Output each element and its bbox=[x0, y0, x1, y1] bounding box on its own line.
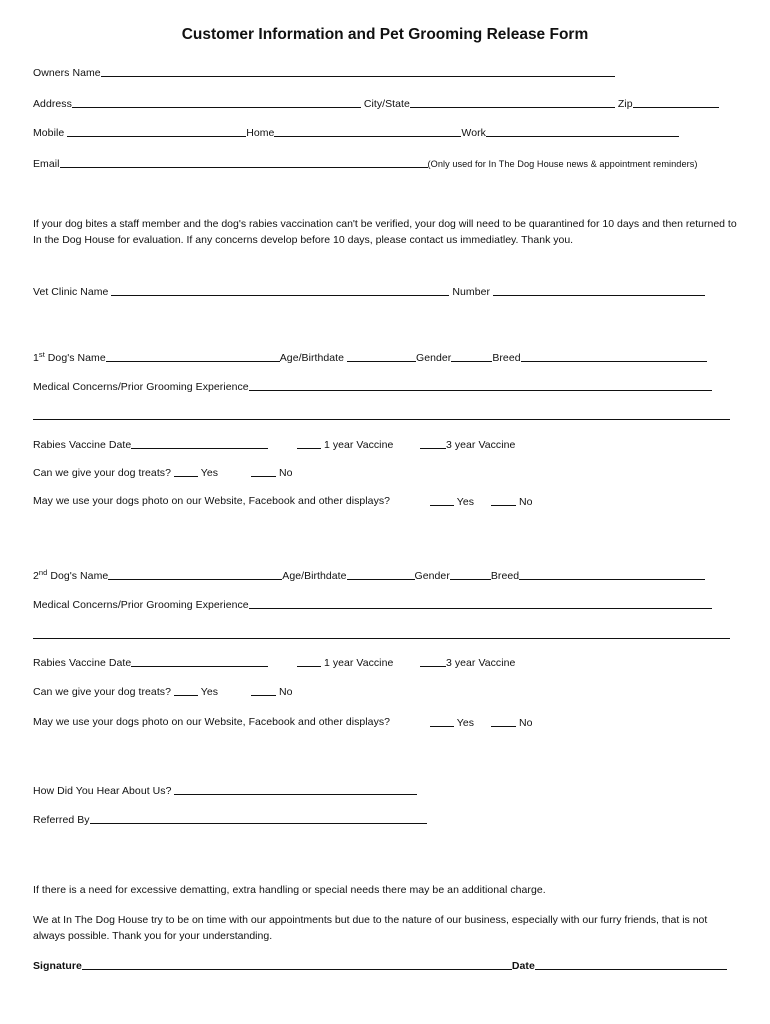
dog2-age-field[interactable] bbox=[347, 569, 415, 580]
dog2-treats-no-option bbox=[251, 685, 293, 698]
address-label: Address bbox=[33, 98, 72, 110]
dog1-photo-yes-option bbox=[430, 495, 474, 508]
dog2-treats-row bbox=[33, 685, 218, 698]
dog1-medical-field-line2[interactable] bbox=[33, 419, 730, 420]
dog1-photo-no-label: No bbox=[518, 496, 533, 508]
dog1-rabies-row bbox=[33, 438, 268, 451]
dog1-3yr-option bbox=[420, 438, 515, 451]
dog2-rabies-row bbox=[33, 656, 268, 669]
vet-number-label: Number bbox=[452, 286, 491, 298]
dog2-treats-no-label: No bbox=[278, 686, 293, 698]
dog2-breed-label: Breed bbox=[490, 570, 520, 582]
dog2-photo-yes-option bbox=[430, 716, 474, 729]
email-label: Email bbox=[33, 158, 60, 170]
dog2-3yr-check[interactable] bbox=[420, 656, 446, 667]
email-row bbox=[33, 157, 697, 170]
dog2-photo-no-label: No bbox=[518, 717, 533, 729]
dog2-treats-no-check[interactable] bbox=[251, 685, 276, 696]
dog2-photo-yes-check[interactable] bbox=[430, 716, 454, 727]
signature-field[interactable] bbox=[82, 959, 512, 970]
dog2-name-row bbox=[33, 569, 705, 582]
dog1-ordinal-suffix: st bbox=[38, 350, 45, 359]
dog1-ordinal-number: 1 bbox=[33, 352, 39, 364]
phone-row bbox=[33, 126, 679, 139]
dog1-3yr-check[interactable] bbox=[420, 438, 446, 449]
dog2-breed-field[interactable] bbox=[519, 569, 705, 580]
owners-name-row bbox=[33, 66, 615, 79]
dog1-treats-question: Can we give your dog treats? bbox=[33, 467, 171, 479]
referred-by-row bbox=[33, 813, 427, 826]
address-field[interactable] bbox=[72, 97, 361, 108]
dog2-photo-no-option bbox=[491, 716, 533, 729]
dog2-age-label: Age/Birthdate bbox=[282, 570, 347, 582]
dog1-breed-field[interactable] bbox=[521, 351, 707, 362]
dog2-3yr-option bbox=[420, 656, 515, 669]
city-state-field[interactable] bbox=[410, 97, 615, 108]
hear-about-field[interactable] bbox=[174, 784, 417, 795]
dog1-treats-yes-check[interactable] bbox=[174, 466, 198, 477]
dog1-photo-question: May we use your dogs photo on our Website, Facebook and other displays? bbox=[33, 495, 391, 507]
vet-clinic-field[interactable] bbox=[111, 285, 449, 296]
dog2-name-field[interactable] bbox=[108, 569, 282, 580]
referred-by-field[interactable] bbox=[90, 813, 427, 824]
vet-clinic-label: Vet Clinic Name bbox=[33, 286, 109, 298]
dog1-treats-no-label: No bbox=[278, 467, 293, 479]
hear-about-row bbox=[33, 784, 417, 797]
dog1-medical-row bbox=[33, 380, 712, 393]
dog2-ordinal-number: 2 bbox=[33, 570, 39, 582]
dog2-3yr-label: 3 year Vaccine bbox=[446, 657, 516, 669]
email-note: (Only used for In The Dog House news & appointment reminders) bbox=[427, 159, 698, 169]
dog2-1yr-label: 1 year Vaccine bbox=[323, 657, 394, 669]
dog2-photo-no-check[interactable] bbox=[491, 716, 516, 727]
dog1-photo-yes-label: Yes bbox=[456, 496, 475, 508]
dog2-rabies-field[interactable] bbox=[131, 656, 268, 667]
dog1-gender-label: Gender bbox=[416, 352, 452, 364]
dog2-ordinal-suffix: nd bbox=[38, 568, 48, 577]
dog2-photo-question: May we use your dogs photo on our Website, Facebook and other displays? bbox=[33, 716, 391, 728]
dog1-3yr-label: 3 year Vaccine bbox=[446, 439, 516, 451]
dog2-treats-yes-check[interactable] bbox=[174, 685, 198, 696]
mobile-field[interactable] bbox=[67, 126, 246, 137]
work-label: Work bbox=[461, 127, 486, 139]
dog1-treats-no-check[interactable] bbox=[251, 466, 276, 477]
referred-by-label: Referred By bbox=[33, 814, 90, 826]
dog2-treats-yes-label: Yes bbox=[200, 686, 219, 698]
mobile-label: Mobile bbox=[33, 127, 65, 139]
dog1-photo-row bbox=[33, 495, 390, 507]
dog2-medical-field-line2[interactable] bbox=[33, 638, 730, 639]
date-label: Date bbox=[511, 960, 535, 972]
city-state-label: City/State bbox=[363, 98, 410, 110]
vet-number-field[interactable] bbox=[493, 285, 705, 296]
dog1-age-label: Age/Birthdate bbox=[279, 352, 345, 364]
signature-label: Signature bbox=[33, 960, 82, 972]
dog1-breed-label: Breed bbox=[492, 352, 521, 364]
dog1-treats-yes-label: Yes bbox=[200, 467, 219, 479]
dog1-photo-no-option bbox=[491, 495, 533, 508]
dog1-name-field[interactable] bbox=[106, 351, 280, 362]
dog2-name-label: Dog's Name bbox=[50, 570, 109, 582]
dog2-rabies-label: Rabies Vaccine Date bbox=[33, 657, 132, 669]
rabies-notice: If your dog bites a staff member and the dog's rabies vaccination can't be verified, your dog will need to be quarantined for 10 days and then returned to In the Dog House for evaluation. If any concerns develop before 10 days, please contact us immediatley. Thank you. bbox=[33, 218, 737, 246]
home-label: Home bbox=[246, 127, 275, 139]
dog2-1yr-check[interactable] bbox=[297, 656, 321, 667]
dematting-notice: If there is a need for excessive dematting, extra handling or special needs there may be an additional charge. bbox=[33, 884, 546, 896]
owners-name-field[interactable] bbox=[101, 66, 615, 77]
dog2-medical-field[interactable] bbox=[249, 598, 712, 609]
dog2-medical-label: Medical Concerns/Prior Grooming Experience bbox=[33, 599, 249, 611]
hear-about-label: How Did You Hear About Us? bbox=[33, 785, 172, 797]
dog1-treats-row bbox=[33, 466, 218, 479]
dog2-gender-field[interactable] bbox=[450, 569, 491, 580]
dog1-gender-field[interactable] bbox=[451, 351, 492, 362]
dog2-treats-question: Can we give your dog treats? bbox=[33, 686, 171, 698]
dog1-rabies-field[interactable] bbox=[131, 438, 268, 449]
dog1-1yr-check[interactable] bbox=[297, 438, 321, 449]
dog1-treats-no-option bbox=[251, 466, 293, 479]
dog1-photo-no-check[interactable] bbox=[491, 495, 516, 506]
address-row bbox=[33, 97, 719, 110]
dog1-name-label: Dog's Name bbox=[47, 352, 106, 364]
on-time-notice: We at In The Dog House try to be on time with our appointments but due to the nature of our business, especially with our furry friends, that is not always possible. Thank you for your understanding. bbox=[33, 914, 708, 942]
dog1-medical-label: Medical Concerns/Prior Grooming Experience bbox=[33, 381, 249, 393]
dog2-photo-row bbox=[33, 716, 390, 728]
home-field[interactable] bbox=[274, 126, 461, 137]
dog1-age-field[interactable] bbox=[347, 351, 416, 362]
dog1-1yr-label: 1 year Vaccine bbox=[323, 439, 394, 451]
dog2-1yr-option bbox=[297, 656, 393, 669]
zip-field[interactable] bbox=[633, 97, 719, 108]
dog2-photo-yes-label: Yes bbox=[456, 717, 475, 729]
dog1-name-row bbox=[33, 351, 707, 364]
dog2-gender-label: Gender bbox=[414, 570, 450, 582]
dog1-photo-yes-check[interactable] bbox=[430, 495, 454, 506]
zip-label: Zip bbox=[617, 98, 633, 110]
email-field[interactable] bbox=[60, 157, 428, 168]
vet-row bbox=[33, 285, 705, 298]
signature-row bbox=[33, 959, 727, 972]
dog2-medical-row bbox=[33, 598, 712, 611]
form-title: Customer Information and Pet Grooming Release Form bbox=[181, 26, 589, 43]
date-field[interactable] bbox=[535, 959, 727, 970]
dog1-1yr-option bbox=[297, 438, 393, 451]
work-field[interactable] bbox=[486, 126, 679, 137]
dog1-rabies-label: Rabies Vaccine Date bbox=[33, 439, 132, 451]
dog1-medical-field[interactable] bbox=[249, 380, 712, 391]
owners-name-label: Owners Name bbox=[33, 67, 101, 79]
